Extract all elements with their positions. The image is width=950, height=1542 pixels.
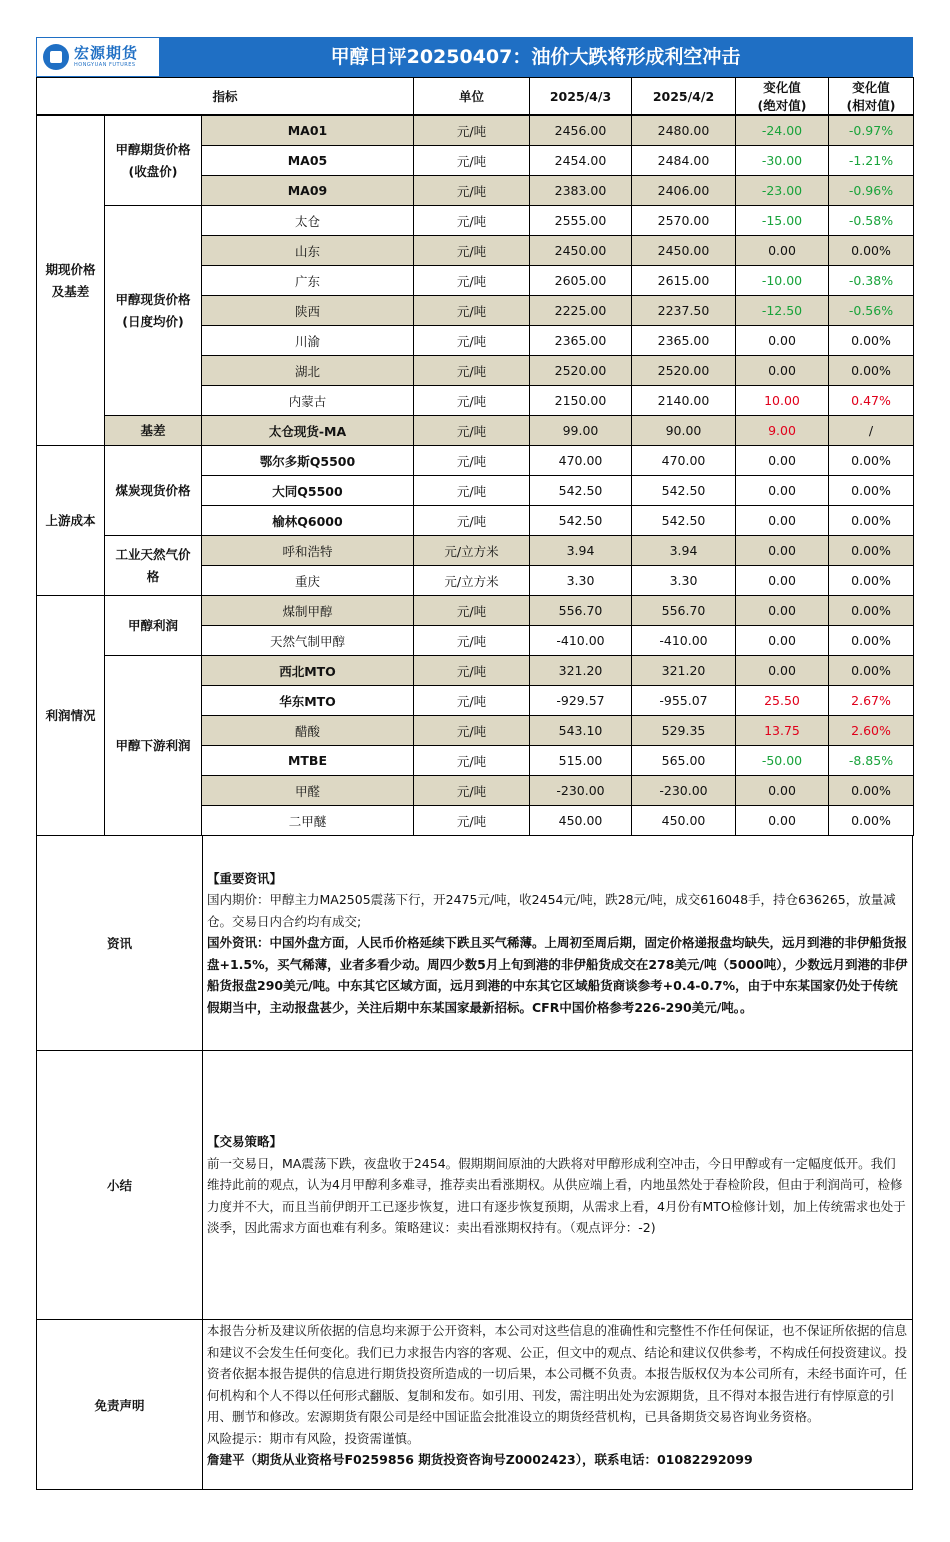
news-domestic: 国内期价：甲醇主力MA2505震荡下行，开2475元/吨，收2454元/吨，跌28元/吨，成交616048手，持仓636265，放量减仓。交易日内合约均有成交; (207, 892, 896, 929)
date1-cell: 450.00 (530, 806, 632, 836)
unit-cell: 元/吨 (414, 146, 530, 176)
date2-cell: -410.00 (632, 626, 736, 656)
unit-cell: 元/吨 (414, 416, 530, 446)
abs-change-cell: 0.00 (736, 596, 829, 626)
col-abs-change: 变化值 (绝对值) (736, 78, 829, 116)
rel-change-cell: 0.00% (829, 236, 914, 266)
news-foreign: 国外资讯：中国外盘方面，人民币价格延续下跌且买气稀薄。上周初至周后期，固定价格递报盘均缺失，远月到港的非伊船货报盘+1.5%，买气稀薄，业者多看少动。周四少数5月上旬到港的非伊船货成交在278美元/吨（5000吨），少数远月到港的非伊船货报盘290美元/吨。中东其它区域方面，远月到港的中东其它区域船货商谈参考+0.4-0.7%，由于中东某国家仍处于传统假期当中，主动报盘甚少，关注后期中东某国家最新招标。CFR中国价格参考226-290美元/吨。。 (207, 935, 908, 1015)
date2-cell: 3.94 (632, 536, 736, 566)
abs-change-cell: -23.00 (736, 176, 829, 206)
date2-cell: 2140.00 (632, 386, 736, 416)
col-rel-change: 变化值 (相对值) (829, 78, 914, 116)
rel-change-cell: 0.00% (829, 806, 914, 836)
rel-change-cell: 0.00% (829, 326, 914, 356)
date1-cell: -929.57 (530, 686, 632, 716)
rel-change-cell: 0.00% (829, 506, 914, 536)
col-date2: 2025/4/2 (632, 78, 736, 116)
abs-change-cell: 0.00 (736, 656, 829, 686)
date1-cell: 556.70 (530, 596, 632, 626)
subgroup-label: 甲醇现货价格(日度均价) (105, 206, 202, 416)
date1-cell: 2555.00 (530, 206, 632, 236)
subgroup-label: 甲醇利润 (105, 596, 202, 656)
indicator-cell: MA05 (202, 146, 414, 176)
table-row (37, 416, 914, 446)
date2-cell: 2406.00 (632, 176, 736, 206)
group-label: 利润情况 (37, 596, 105, 836)
date2-cell: 2365.00 (632, 326, 736, 356)
unit-cell: 元/立方米 (414, 536, 530, 566)
date1-cell: 2450.00 (530, 236, 632, 266)
indicator-cell: 大同Q5500 (202, 476, 414, 506)
unit-cell: 元/吨 (414, 686, 530, 716)
col-date1: 2025/4/3 (530, 78, 632, 116)
indicator-cell: 醋酸 (202, 716, 414, 746)
disclaimer-label: 免责声明 (37, 1320, 203, 1489)
date1-cell: 3.94 (530, 536, 632, 566)
abs-change-cell: -50.00 (736, 746, 829, 776)
indicator-cell: 广东 (202, 266, 414, 296)
abs-change-cell: 0.00 (736, 536, 829, 566)
rel-change-cell: -1.21% (829, 146, 914, 176)
date2-cell: 90.00 (632, 416, 736, 446)
subgroup-label: 甲醇期货价格(收盘价) (105, 115, 202, 206)
abs-change-cell: -24.00 (736, 115, 829, 146)
rel-change-cell: 0.00% (829, 446, 914, 476)
news-body (203, 836, 912, 1050)
abs-change-cell: 0.00 (736, 626, 829, 656)
date2-cell: 450.00 (632, 806, 736, 836)
unit-cell: 元/吨 (414, 746, 530, 776)
subgroup-label: 煤炭现货价格 (105, 446, 202, 536)
indicator-cell: 鄂尔多斯Q5500 (202, 446, 414, 476)
summary-heading: 【交易策略】 (207, 1134, 283, 1150)
summary-body (203, 1051, 912, 1319)
rel-change-cell: 2.60% (829, 716, 914, 746)
news-label: 资讯 (37, 836, 203, 1050)
table-row (37, 206, 914, 236)
indicator-cell: MA01 (202, 115, 414, 146)
date1-cell: 2225.00 (530, 296, 632, 326)
date2-cell: 470.00 (632, 446, 736, 476)
rel-change-cell: 0.00% (829, 536, 914, 566)
date2-cell: 2480.00 (632, 115, 736, 146)
date1-cell: 2454.00 (530, 146, 632, 176)
indicator-cell: 内蒙古 (202, 386, 414, 416)
date1-cell: -230.00 (530, 776, 632, 806)
logo-english: HONGYUAN FUTURES (74, 62, 136, 68)
abs-change-cell: 0.00 (736, 806, 829, 836)
summary-text: 前一交易日，MA震荡下跌，夜盘收于2454。假期期间原油的大跌将对甲醇形成利空冲击，今日甲醇或有一定幅度低开。我们维持此前的观点，认为4月甲醇利多难寻，推荐卖出看涨期权。从供应端上看，内地虽然处于春检阶段，但由于利润尚可，检修力度并不大，而且当前伊朗开工已逐步恢复，进口有逐步恢复预期，从需求上看，4月份有MTO检修计划，加上传统需求也处于淡季，因此需求方面也难有利多。策略建议：卖出看涨期权持有。（观点评分：-2) (207, 1155, 906, 1236)
indicator-cell: 甲醛 (202, 776, 414, 806)
rel-change-cell: -0.38% (829, 266, 914, 296)
data-table (36, 77, 914, 836)
table-row (37, 656, 914, 686)
date2-cell: 529.35 (632, 716, 736, 746)
date2-cell: 2615.00 (632, 266, 736, 296)
indicator-cell: MTBE (202, 746, 414, 776)
rel-change-cell: 0.00% (829, 356, 914, 386)
abs-change-cell: 0.00 (736, 326, 829, 356)
unit-cell: 元/吨 (414, 716, 530, 746)
indicator-cell: 太仓现货-MA (202, 416, 414, 446)
indicator-cell: 榆林Q6000 (202, 506, 414, 536)
unit-cell: 元/吨 (414, 236, 530, 266)
abs-change-cell: 0.00 (736, 566, 829, 596)
indicator-cell: 煤制甲醇 (202, 596, 414, 626)
abs-change-cell: 13.75 (736, 716, 829, 746)
rel-change-cell: 0.00% (829, 566, 914, 596)
indicator-cell: 天然气制甲醇 (202, 626, 414, 656)
rel-change-cell: 0.00% (829, 626, 914, 656)
unit-cell: 元/吨 (414, 386, 530, 416)
rel-change-cell: -8.85% (829, 746, 914, 776)
date2-cell: 321.20 (632, 656, 736, 686)
unit-cell: 元/吨 (414, 656, 530, 686)
indicator-cell: 重庆 (202, 566, 414, 596)
abs-change-cell: -12.50 (736, 296, 829, 326)
unit-cell: 元/吨 (414, 326, 530, 356)
risk-notice: 风险提示：期市有风险，投资需谨慎。 (207, 1430, 420, 1446)
date2-cell: 542.50 (632, 506, 736, 536)
unit-cell: 元/吨 (414, 476, 530, 506)
abs-change-cell: 25.50 (736, 686, 829, 716)
date1-cell: 2383.00 (530, 176, 632, 206)
date2-cell: 2450.00 (632, 236, 736, 266)
disclaimer-body (203, 1320, 912, 1489)
disclaimer-section (36, 1320, 913, 1490)
summary-label: 小结 (37, 1051, 203, 1319)
date1-cell: 2605.00 (530, 266, 632, 296)
abs-change-cell: 0.00 (736, 356, 829, 386)
logo-name: 宏源期货 (74, 44, 139, 62)
unit-cell: 元/吨 (414, 806, 530, 836)
date1-cell: 543.10 (530, 716, 632, 746)
date1-cell: 321.20 (530, 656, 632, 686)
date1-cell: 542.50 (530, 506, 632, 536)
date2-cell: 3.30 (632, 566, 736, 596)
rel-change-cell: 0.47% (829, 386, 914, 416)
date2-cell: -230.00 (632, 776, 736, 806)
subgroup-label: 工业天然气价格 (105, 536, 202, 596)
indicator-cell: 川渝 (202, 326, 414, 356)
group-label: 上游成本 (37, 446, 105, 596)
unit-cell: 元/吨 (414, 296, 530, 326)
date1-cell: 515.00 (530, 746, 632, 776)
indicator-cell: 陕西 (202, 296, 414, 326)
report-sheet (36, 37, 913, 1490)
abs-change-cell: 0.00 (736, 476, 829, 506)
date1-cell: 2150.00 (530, 386, 632, 416)
news-section (36, 836, 913, 1051)
rel-change-cell: -0.96% (829, 176, 914, 206)
rel-change-cell: / (829, 416, 914, 446)
rel-change-cell: 0.00% (829, 776, 914, 806)
table-header-row (37, 78, 914, 116)
abs-change-cell: -10.00 (736, 266, 829, 296)
unit-cell: 元/吨 (414, 596, 530, 626)
date2-cell: 565.00 (632, 746, 736, 776)
indicator-cell: 二甲醚 (202, 806, 414, 836)
date1-cell: 2520.00 (530, 356, 632, 386)
indicator-cell: 华东MTO (202, 686, 414, 716)
news-heading: 【重要资讯】 (207, 870, 283, 886)
unit-cell: 元/吨 (414, 626, 530, 656)
abs-change-cell: -15.00 (736, 206, 829, 236)
table-row (37, 115, 914, 146)
unit-cell: 元/吨 (414, 266, 530, 296)
report-header (36, 37, 913, 77)
date2-cell: -955.07 (632, 686, 736, 716)
unit-cell: 元/吨 (414, 446, 530, 476)
abs-change-cell: 10.00 (736, 386, 829, 416)
abs-change-cell: -30.00 (736, 146, 829, 176)
date1-cell: 470.00 (530, 446, 632, 476)
date1-cell: 99.00 (530, 416, 632, 446)
date2-cell: 2520.00 (632, 356, 736, 386)
author-info: 詹建平（期货从业资格号F0259856 期货投资咨询号Z0002423），联系电话：01082292099 (207, 1452, 753, 1467)
rel-change-cell: 0.00% (829, 476, 914, 506)
group-label: 期现价格及基差 (37, 115, 105, 446)
indicator-cell: MA09 (202, 176, 414, 206)
indicator-cell: 山东 (202, 236, 414, 266)
unit-cell: 元/吨 (414, 176, 530, 206)
date2-cell: 542.50 (632, 476, 736, 506)
date1-cell: 542.50 (530, 476, 632, 506)
date1-cell: 2456.00 (530, 115, 632, 146)
rel-change-cell: -0.58% (829, 206, 914, 236)
table-row (37, 446, 914, 476)
report-title: 甲醇日评20250407：油价大跌将形成利空冲击 (330, 46, 741, 68)
abs-change-cell: 0.00 (736, 506, 829, 536)
date1-cell: -410.00 (530, 626, 632, 656)
subgroup-label: 甲醇下游利润 (105, 656, 202, 836)
abs-change-cell: 0.00 (736, 776, 829, 806)
company-logo (37, 38, 159, 76)
table-row (37, 596, 914, 626)
unit-cell: 元/吨 (414, 506, 530, 536)
abs-change-cell: 9.00 (736, 416, 829, 446)
rel-change-cell: 0.00% (829, 596, 914, 626)
logo-icon (43, 44, 69, 70)
indicator-cell: 西北MTO (202, 656, 414, 686)
abs-change-cell: 0.00 (736, 446, 829, 476)
rel-change-cell: 0.00% (829, 656, 914, 686)
unit-cell: 元/吨 (414, 776, 530, 806)
date1-cell: 3.30 (530, 566, 632, 596)
abs-change-cell: 0.00 (736, 236, 829, 266)
indicator-cell: 呼和浩特 (202, 536, 414, 566)
unit-cell: 元/吨 (414, 115, 530, 146)
date2-cell: 2570.00 (632, 206, 736, 236)
unit-cell: 元/吨 (414, 206, 530, 236)
date2-cell: 2484.00 (632, 146, 736, 176)
rel-change-cell: 2.67% (829, 686, 914, 716)
col-indicator: 指标 (37, 78, 414, 116)
date2-cell: 556.70 (632, 596, 736, 626)
summary-section (36, 1051, 913, 1320)
subgroup-label: 基差 (105, 416, 202, 446)
rel-change-cell: -0.56% (829, 296, 914, 326)
rel-change-cell: -0.97% (829, 115, 914, 146)
table-row (37, 536, 914, 566)
date1-cell: 2365.00 (530, 326, 632, 356)
unit-cell: 元/吨 (414, 356, 530, 386)
unit-cell: 元/立方米 (414, 566, 530, 596)
col-unit: 单位 (414, 78, 530, 116)
indicator-cell: 太仓 (202, 206, 414, 236)
date2-cell: 2237.50 (632, 296, 736, 326)
disclaimer-text: 本报告分析及建议所依据的信息均来源于公开资料，本公司对这些信息的准确性和完整性不作任何保证，也不保证所依据的信息和建议不会发生任何变化。我们已力求报告内容的客观、公正，但文中的观点、结论和建议仅供参考，不构成任何投资建议。投资者依据本报告提供的信息进行期货投资所造成的一切后果，本公司概不负责。本报告版权仅为本公司所有，未经书面许可，任何机构和个人不得以任何形式翻版、复制和发布。如引用、刊发，需注明出处为宏源期货，且不得对本报告进行有悖原意的引用、删节和修改。宏源期货有限公司是经中国证监会批准设立的期货经营机构，已具备期货交易咨询业务资格。 (207, 1323, 908, 1424)
indicator-cell: 湖北 (202, 356, 414, 386)
